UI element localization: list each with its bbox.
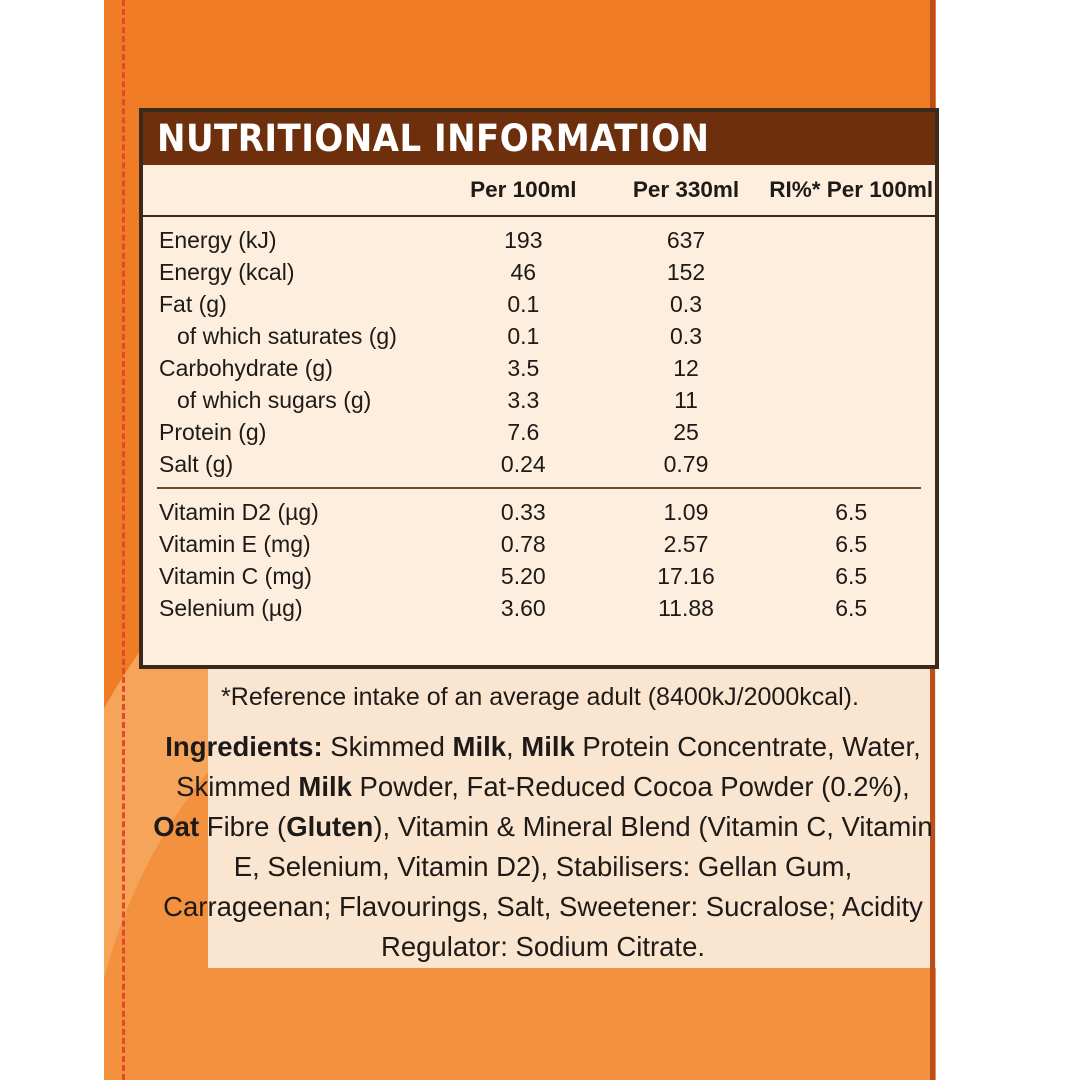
table-row (143, 289, 935, 321)
row-per-100ml: 0.33 (500, 499, 546, 525)
column-header-nutrient (143, 165, 442, 216)
table-row (143, 353, 935, 385)
row-label: Vitamin E (mg) (159, 531, 311, 557)
row-per-330ml: 0.3 (670, 291, 702, 317)
row-label: Salt (g) (159, 451, 234, 477)
row-per-100ml: 0.1 (507, 291, 540, 317)
row-per-100ml: 0.24 (500, 451, 546, 477)
table-row (143, 216, 935, 257)
table-row (143, 489, 935, 529)
reference-intake-footnote: *Reference intake of an average adult (8400kJ/2000kcal). (221, 683, 859, 711)
ingredients-text (150, 727, 936, 967)
row-ri (767, 216, 935, 257)
row-per-100ml: 5.20 (500, 563, 546, 589)
row-per-100ml: 193 (504, 227, 543, 253)
row-label: Energy (kJ) (159, 227, 277, 253)
ingredients-heading: Ingredients: (165, 731, 323, 762)
nutrition-panel (139, 108, 939, 669)
table-row (143, 561, 935, 593)
row-per-100ml: 0.1 (507, 323, 540, 349)
fold-line-dashed (122, 0, 125, 1080)
row-label: of which sugars (g) (177, 387, 372, 413)
row-per-100ml: 3.60 (500, 595, 546, 621)
table-row (143, 385, 935, 417)
ingredients-body: Skimmed Milk, Milk Protein Concentrate, Water, Skimmed Milk Powder, Fat-Reduced Cocoa Powder (0.2%), Oat Fibre (Gluten), Vitamin & Mineral Blend (Vitamin C, Vitamin E, Selenium, Vitamin D2), Stabilisers: Gellan Gum, Carrageenan; Flavourings, Salt, Sweetener: Sucralose; Acidity Regulator: Sodium Citrate. (153, 731, 933, 962)
table-row (143, 593, 935, 625)
row-per-330ml: 1.09 (663, 499, 709, 525)
row-ri: 6.5 (835, 531, 868, 557)
row-per-100ml: 3.3 (507, 387, 540, 413)
nutrition-table-header (143, 165, 935, 216)
row-label: of which saturates (g) (177, 323, 397, 349)
nutrition-table-body (143, 216, 935, 625)
table-row (143, 417, 935, 449)
table-header-row (143, 165, 935, 216)
row-ri: 6.5 (835, 595, 868, 621)
row-ri (767, 449, 935, 488)
table-row (143, 529, 935, 561)
row-label: Selenium (µg) (159, 595, 303, 621)
panel-title-text: NUTRITIONAL INFORMATION (157, 117, 710, 160)
row-ri (767, 289, 935, 321)
row-per-330ml: 12 (673, 355, 699, 381)
row-ri (767, 321, 935, 353)
row-per-330ml: 11 (674, 387, 698, 413)
row-per-330ml: 25 (673, 419, 699, 445)
row-label: Vitamin C (mg) (159, 563, 312, 589)
row-per-330ml: 637 (666, 227, 706, 253)
row-ri (767, 417, 935, 449)
row-label: Fat (g) (159, 291, 227, 317)
table-row (143, 321, 935, 353)
row-ri (767, 353, 935, 385)
row-label: Energy (kcal) (159, 259, 295, 285)
row-label: Carbohydrate (g) (159, 355, 333, 381)
row-per-330ml: 11.88 (658, 595, 714, 621)
row-per-100ml: 7.6 (507, 419, 540, 445)
row-ri: 6.5 (835, 563, 868, 589)
row-per-330ml: 2.57 (663, 531, 709, 557)
row-per-100ml: 46 (510, 259, 537, 285)
row-label: Protein (g) (159, 419, 267, 445)
row-ri (767, 257, 935, 289)
row-per-330ml: 0.3 (670, 323, 702, 349)
column-header-per-100ml: Per 100ml (442, 165, 605, 216)
table-row (143, 257, 935, 289)
row-per-330ml: 152 (666, 259, 706, 285)
panel-title (143, 112, 935, 165)
column-header-ri-percent: RI%* Per 100ml (767, 165, 935, 216)
row-ri: 6.5 (835, 499, 868, 525)
column-header-per-330ml: Per 330ml (605, 165, 768, 216)
table-row (143, 449, 935, 488)
nutrition-table (143, 165, 935, 625)
row-per-100ml: 0.78 (500, 531, 546, 557)
row-per-330ml: 17.16 (657, 563, 715, 589)
row-per-330ml: 0.79 (663, 451, 709, 477)
row-per-100ml: 3.5 (507, 355, 540, 381)
row-label: Vitamin D2 (µg) (159, 499, 319, 525)
row-ri (767, 385, 935, 417)
